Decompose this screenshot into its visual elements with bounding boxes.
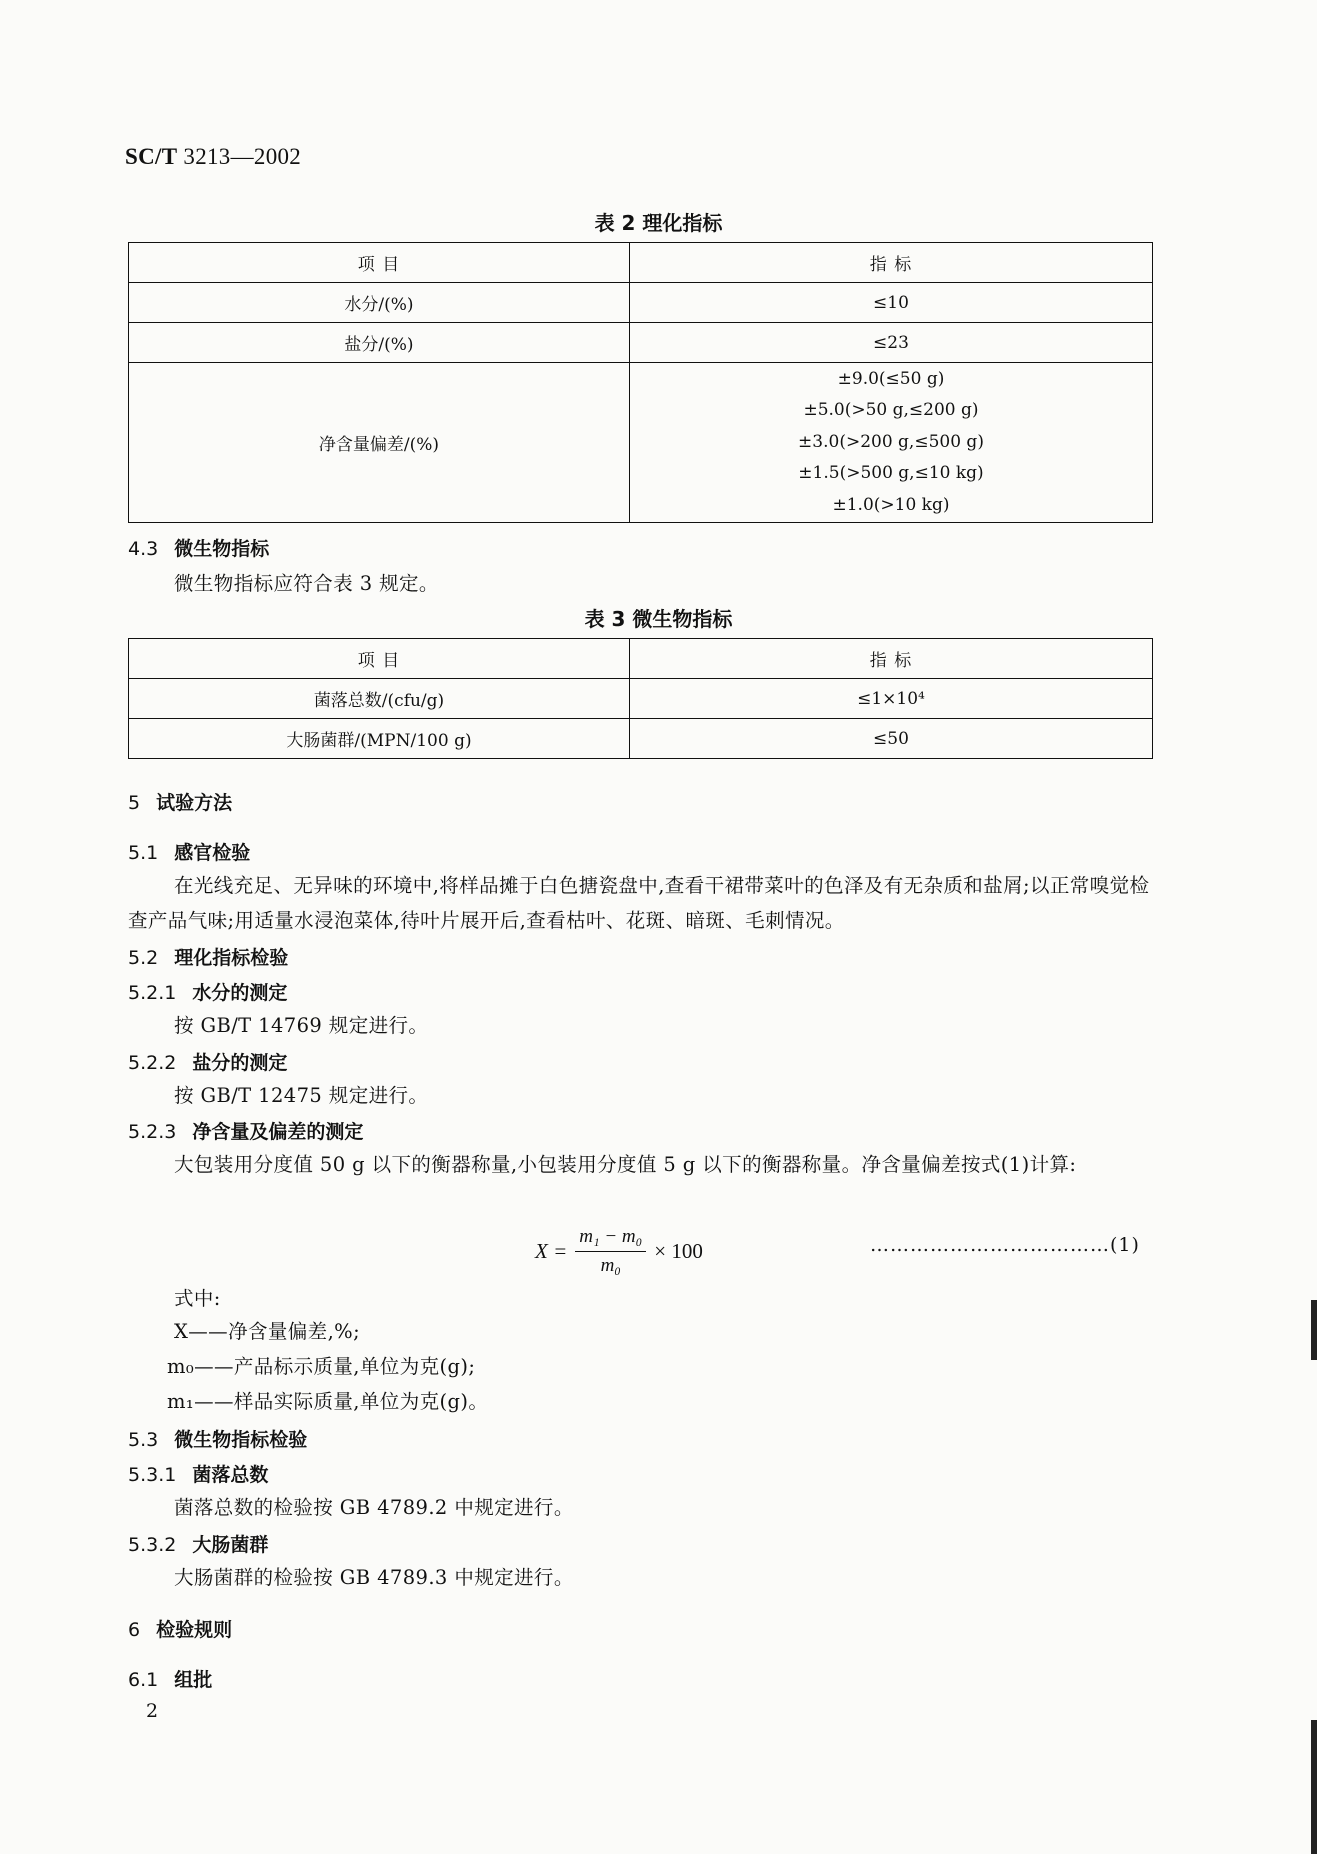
paragraph: 大肠菌群的检验按 GB 4789.3 中规定进行。 [174, 1566, 574, 1589]
table-cell: 净含量偏差/(%) [129, 363, 630, 523]
table-row [129, 679, 1153, 719]
formula-lhs: X = [535, 1239, 568, 1263]
table2 [128, 242, 1153, 523]
table-row [129, 283, 1153, 323]
formula-numerator: m₁ − m₀ [575, 1226, 646, 1252]
paragraph: 大包装用分度值 50 g 以下的衡器称量,小包装用分度值 5 g 以下的衡器称量。净含量偏差按式(1)计算: [174, 1153, 1077, 1176]
scan-edge-mark [1311, 1300, 1317, 1360]
section-heading: 5.3.1 菌落总数 [128, 1464, 269, 1486]
section-heading: 6 检验规则 [128, 1619, 233, 1641]
code-number: 3213—2002 [183, 144, 302, 169]
paragraph: 菌落总数的检验按 GB 4789.2 中规定进行。 [174, 1496, 574, 1519]
paragraph: 在光线充足、无异味的环境中,将样品摊于白色搪瓷盘中,查看干裙带菜叶的色泽及有无杂质和盐屑;以正常嗅觉检查产品气味;用适量水浸泡菜体,待叶片展开后,查看枯叶、花斑、暗斑、毛刺情况。 [128, 874, 1150, 932]
where-item: X——净含量偏差,%; [174, 1320, 361, 1343]
table-cell-stack [630, 363, 1153, 523]
table-cell: 菌落总数/(cfu/g) [129, 679, 630, 719]
table-cell: ≤23 [630, 323, 1153, 363]
equation-number: ………………………………(1) [870, 1234, 1140, 1256]
page-number: 2 [146, 1700, 159, 1722]
section-heading: 5.2.2 盐分的测定 [128, 1052, 288, 1074]
section-heading: 5.2.3 净含量及偏差的测定 [128, 1121, 364, 1143]
formula-denominator: m₀ [600, 1255, 621, 1276]
section-heading: 5.1 感官检验 [128, 842, 251, 864]
section-heading: 5.2 理化指标检验 [128, 947, 289, 969]
table-cell: ≤1×10⁴ [630, 679, 1153, 719]
table-row [129, 323, 1153, 363]
table3-header-value: 指 标 [630, 639, 1153, 679]
table-cell: ≤50 [630, 719, 1153, 759]
table2-header-item: 项 目 [129, 243, 630, 283]
table3-title: 表 3 微生物指标 [584, 607, 733, 631]
table-cell: 盐分/(%) [129, 323, 630, 363]
table-cell: ≤10 [630, 283, 1153, 323]
table2-title: 表 2 理化指标 [594, 211, 723, 235]
table-row [129, 363, 1153, 523]
table-cell: 水分/(%) [129, 283, 630, 323]
where-item: m₁——样品实际质量,单位为克(g)。 [167, 1390, 489, 1413]
tolerance-line: ±1.5(>500 g,≤10 kg) [798, 463, 984, 484]
table3-header-item: 项 目 [129, 639, 630, 679]
section-heading: 5.3.2 大肠菌群 [128, 1534, 269, 1556]
section-heading: 5.3 微生物指标检验 [128, 1429, 308, 1451]
standard-code [125, 144, 301, 170]
table3 [128, 638, 1153, 759]
formula-fraction [575, 1226, 646, 1277]
paragraph: 按 GB/T 12475 规定进行。 [174, 1084, 429, 1107]
tolerance-line: ±1.0(>10 kg) [832, 494, 950, 515]
tolerance-line: ±9.0(≤50 g) [837, 368, 945, 389]
section-heading: 5.2.1 水分的测定 [128, 982, 288, 1004]
formula-rhs: × 100 [654, 1239, 703, 1263]
code-prefix: SC/T [125, 144, 178, 169]
table2-header-value: 指 标 [630, 243, 1153, 283]
tolerance-line: ±3.0(>200 g,≤500 g) [798, 431, 984, 452]
paragraph: 按 GB/T 14769 规定进行。 [174, 1014, 429, 1037]
formula [535, 1226, 703, 1277]
tolerance-line: ±5.0(>50 g,≤200 g) [803, 400, 979, 421]
table-row [129, 719, 1153, 759]
where-intro: 式中: [174, 1287, 221, 1310]
paragraph: 微生物指标应符合表 3 规定。 [174, 572, 439, 595]
where-item: m₀——产品标示质量,单位为克(g); [167, 1355, 476, 1378]
section-heading: 6.1 组批 [128, 1669, 213, 1691]
section-heading: 4.3 微生物指标 [128, 538, 270, 560]
scan-edge-mark [1311, 1720, 1317, 1854]
table-cell: 大肠菌群/(MPN/100 g) [129, 719, 630, 759]
section-heading: 5 试验方法 [128, 792, 233, 814]
